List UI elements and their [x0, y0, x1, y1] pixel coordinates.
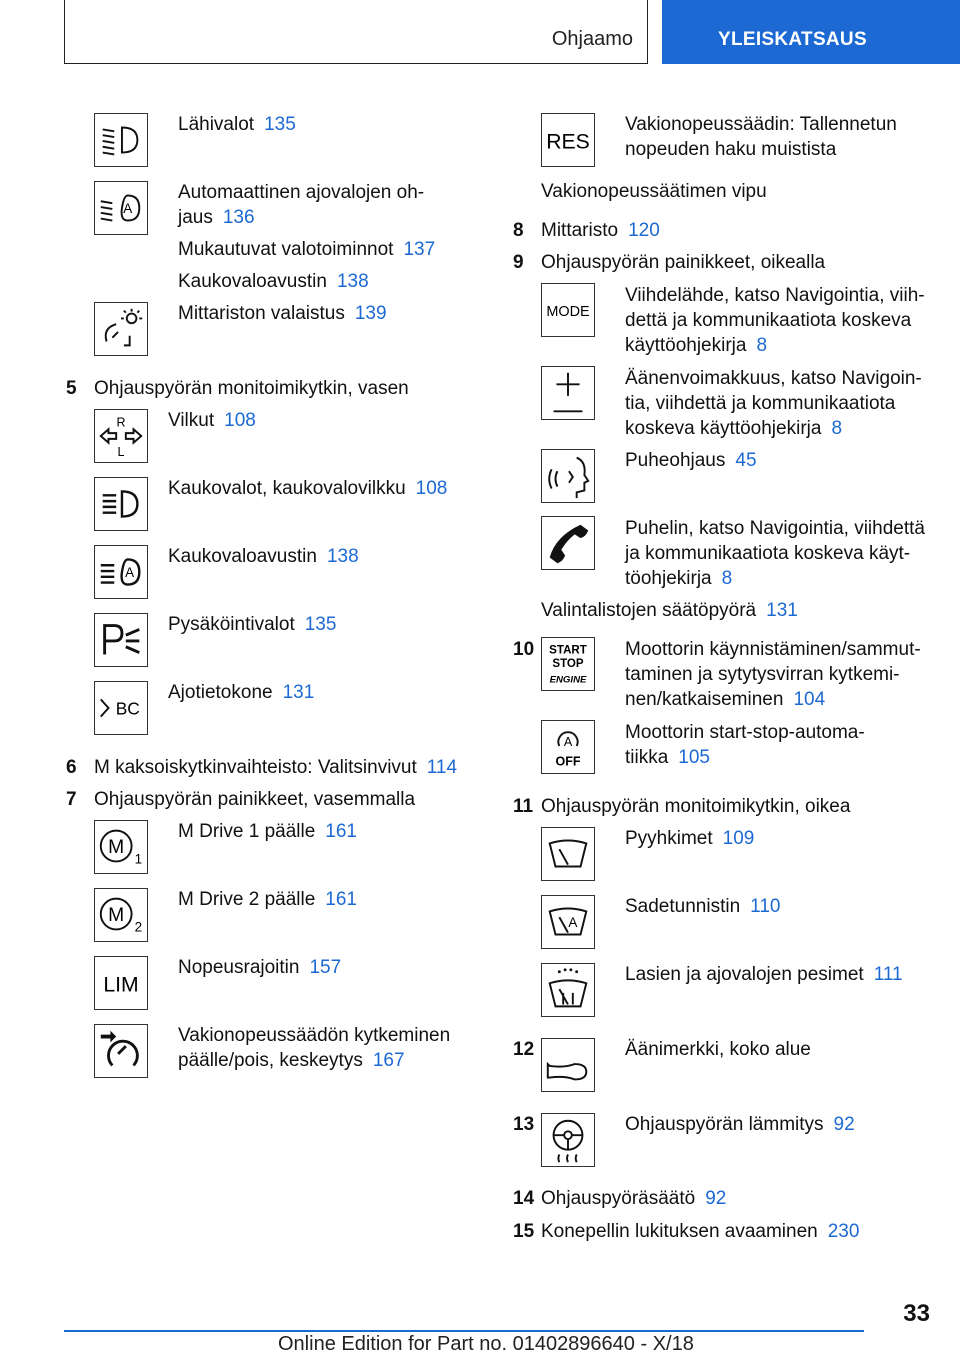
- list-item: Konepellin lukituksen avaaminen 230: [541, 1221, 860, 1242]
- list-item: Ohjauspyörän painikkeet, oikealla: [541, 252, 826, 273]
- m-drive-2-icon: [94, 888, 148, 942]
- list-item: Moottorin käynnistäminen/sammut- taminen ja sytytysvirran kytkemi- nen/katkaiseminen 104: [625, 639, 921, 710]
- icon-text-lim: LIM: [103, 973, 139, 997]
- icon-letter-m: M: [108, 904, 125, 926]
- turn-signal-icon: [94, 409, 148, 463]
- icon-text-res: RES: [546, 130, 590, 154]
- item-number: 7: [66, 789, 77, 810]
- list-item: Mittariston valaistus 139: [178, 303, 387, 324]
- list-item: Mittaristo 120: [541, 220, 660, 241]
- list-item: Lähivalot 135: [178, 114, 296, 135]
- icon-letter-m: M: [108, 836, 125, 858]
- item-number: 8: [513, 220, 524, 241]
- list-item: Vakionopeussäätimen vipu: [541, 181, 767, 202]
- list-item: Mukautuvat valotoiminnot 137: [178, 239, 436, 260]
- list-item: Sadetunnistin 110: [625, 896, 781, 917]
- icon-text-bc: BC: [115, 698, 140, 719]
- item-number: 11: [513, 796, 534, 817]
- auto-headlight-icon: [94, 181, 148, 235]
- m-drive-1-icon: [94, 820, 148, 874]
- list-item: Viihdelähde, katso Navigointia, viih- dettä ja kommunikaatiota koskeva käyttöohjekirja 8: [625, 285, 925, 356]
- high-beam-icon: [94, 477, 148, 531]
- parking-light-icon: [94, 613, 148, 667]
- start-stop-engine-icon: [541, 637, 595, 691]
- list-item: Vilkut 108: [168, 410, 256, 431]
- item-number: 13: [513, 1114, 535, 1135]
- list-item: Vakionopeussäädön kytkeminen päälle/pois, keskeytys 167: [178, 1025, 451, 1071]
- list-item: Äänenvoimakkuus, katso Navigoin- tia, viihdettä ja kommunikaatiota koskeva käyttöohjekirja 8: [625, 368, 922, 439]
- icon-letter-a: A: [123, 200, 133, 216]
- header-chapter-title: YLEISKATSAUS: [718, 29, 867, 50]
- list-item: Pysäköintivalot 135: [168, 614, 337, 635]
- instrument-lighting-icon: [94, 302, 148, 356]
- list-item: Ohjauspyörän monitoimikytkin, oikea: [541, 796, 851, 817]
- header-section-box: [64, 0, 648, 64]
- wiper-icon: [541, 827, 595, 881]
- item-number: 9: [513, 252, 524, 273]
- item-number: 6: [66, 757, 77, 778]
- list-item: Ajotietokone 131: [168, 682, 315, 703]
- list-item: Ohjauspyörän lämmitys 92: [625, 1114, 855, 1135]
- list-item: Kaukovaloavustin 138: [168, 546, 359, 567]
- icon-text-start: START: [549, 644, 587, 657]
- list-item: Valintalistojen säätöpyörä 131: [541, 600, 798, 621]
- rain-sensor-icon: [541, 895, 595, 949]
- item-number: 12: [513, 1039, 535, 1060]
- list-item: Ohjauspyörän monitoimikytkin, vasen: [94, 378, 409, 399]
- list-item: Ohjauspyöräsäätö 92: [541, 1188, 727, 1209]
- low-beam-icon: [94, 113, 148, 167]
- auto-start-stop-off-icon: [541, 720, 595, 774]
- list-item: Kaukovalot, kaukovalovilkku 108: [168, 478, 448, 499]
- icon-letter-a: A: [568, 914, 578, 930]
- horn-icon: [541, 1038, 595, 1092]
- icon-text-stop: STOP: [552, 657, 584, 670]
- icon-text-mode: MODE: [546, 303, 590, 320]
- footer-divider: [64, 1330, 864, 1332]
- list-item: M kaksoiskytkinvaihteisto: Valitsinvivut 114: [94, 757, 458, 778]
- page-number: 33: [903, 1300, 930, 1327]
- icon-text-engine: ENGINE: [549, 674, 587, 686]
- list-item: Äänimerkki, koko alue: [625, 1039, 811, 1060]
- list-item: Puheohjaus 45: [625, 450, 757, 471]
- icon-letter-a: A: [125, 564, 135, 580]
- list-item: M Drive 2 päälle 161: [178, 889, 357, 910]
- icon-letter-r: R: [116, 415, 126, 430]
- icon-digit-1: 1: [134, 851, 143, 867]
- item-number: 5: [66, 378, 77, 399]
- list-item: Moottorin start-stop-automa- tiikka 105: [625, 722, 865, 768]
- list-item: Pyyhkimet 109: [625, 828, 755, 849]
- icon-letter-a: A: [563, 735, 573, 750]
- footer-edition: Online Edition for Part no. 01402896640 - X/18: [278, 1333, 694, 1355]
- header-section-title: Ohjaamo: [551, 28, 633, 50]
- list-item: Lasien ja ajovalojen pesimet 111: [625, 964, 903, 985]
- item-number: 14: [513, 1188, 535, 1209]
- volume-icon: [541, 366, 595, 420]
- washer-icon: [541, 963, 595, 1017]
- voice-control-icon: [541, 449, 595, 503]
- icon-letter-l: L: [117, 445, 125, 460]
- phone-icon: [541, 516, 595, 570]
- list-item: Vakionopeussäädin: Tallennetun nopeuden haku muistista: [625, 114, 897, 160]
- res-button-icon: [541, 113, 595, 167]
- list-item: Ohjauspyörän painikkeet, vasemmalla: [94, 789, 416, 810]
- steering-wheel-heating-icon: [541, 1113, 595, 1167]
- list-item: Automaattinen ajovalojen oh- jaus 136: [178, 182, 425, 228]
- item-number: 10: [513, 639, 535, 660]
- list-item: Puhelin, katso Navigointia, viihdettä ja kommunikaatiota koskeva käyt- töohjekirja 8: [625, 518, 925, 589]
- list-item: Kaukovaloavustin 138: [178, 271, 369, 292]
- list-item: Nopeusrajoitin 157: [178, 957, 342, 978]
- icon-digit-2: 2: [134, 919, 143, 935]
- onboard-computer-icon: [94, 681, 148, 735]
- high-beam-assist-icon: [94, 545, 148, 599]
- item-number: 15: [513, 1221, 535, 1242]
- cruise-control-icon: [94, 1024, 148, 1078]
- icon-text-off: OFF: [555, 754, 581, 769]
- mode-button-icon: [541, 283, 595, 337]
- header-chapter-box[interactable]: [662, 0, 960, 64]
- list-item: M Drive 1 päälle 161: [178, 821, 357, 842]
- speed-limiter-icon: [94, 956, 148, 1010]
